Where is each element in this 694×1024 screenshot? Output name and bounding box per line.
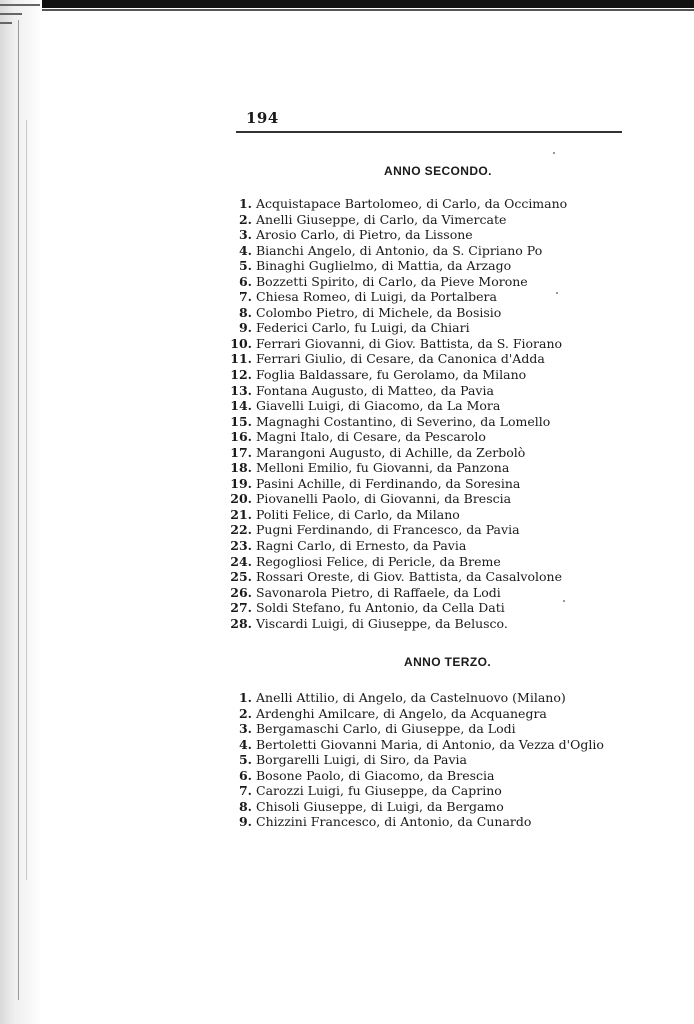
list-item bbox=[230, 460, 567, 476]
list-item-text: Federici Carlo, fu Luigi, da Chiari bbox=[256, 320, 470, 336]
list-item bbox=[230, 706, 604, 722]
list-item-text: Bianchi Angelo, di Antonio, da S. Cipriano Po bbox=[256, 242, 543, 258]
list-item bbox=[230, 445, 567, 461]
list-item-text: Anelli Attilio, di Angelo, da Castelnuovo (Milano) bbox=[256, 690, 566, 705]
list-item-text: Marangoni Augusto, di Achille, da Zerbolò bbox=[256, 444, 526, 460]
list-item bbox=[230, 690, 604, 706]
list-item-text: Bosone Paolo, di Giacomo, da Brescia bbox=[256, 767, 495, 783]
list-item-number: 1. bbox=[238, 196, 252, 211]
list-item-number: 2. bbox=[238, 705, 252, 721]
scan-top-border bbox=[0, 0, 694, 8]
list-item-text: Borgarelli Luigi, di Siro, da Pavia bbox=[256, 752, 467, 768]
list-item bbox=[230, 212, 567, 228]
list-item-number: 6. bbox=[238, 273, 252, 289]
list-item bbox=[230, 258, 567, 274]
list-item bbox=[230, 383, 567, 399]
list-item bbox=[230, 600, 567, 616]
list-item-text: Regogliosi Felice, di Pericle, da Breme bbox=[256, 553, 501, 569]
list-item-text: Piovanelli Paolo, di Giovanni, da Brescia bbox=[256, 491, 512, 507]
list-item-number: 5. bbox=[238, 258, 252, 274]
list-item-number: 9. bbox=[238, 320, 252, 336]
list-item bbox=[230, 752, 604, 768]
list-item-text: Politi Felice, di Carlo, da Milano bbox=[256, 506, 460, 522]
list-item bbox=[230, 274, 567, 290]
list-item-number: 25. bbox=[230, 569, 252, 585]
list-item-number: 4. bbox=[238, 736, 252, 752]
list-item-text: Magnaghi Costantino, di Severino, da Lomello bbox=[256, 413, 551, 429]
list-item bbox=[230, 491, 567, 507]
list-item-number: 21. bbox=[230, 506, 252, 522]
list-item-number: 9. bbox=[238, 814, 252, 830]
list-item-number: 12. bbox=[230, 367, 252, 383]
scan-top-border-thin bbox=[0, 9, 694, 11]
list-item-number: 15. bbox=[230, 413, 252, 429]
scan-speck bbox=[556, 292, 558, 294]
list-item-number: 8. bbox=[238, 798, 252, 814]
list-item bbox=[230, 616, 567, 632]
list-item-number: 8. bbox=[238, 304, 252, 320]
list-item-text: Acquistapace Bartolomeo, di Carlo, da Occimano bbox=[256, 196, 568, 211]
list-item bbox=[230, 320, 567, 336]
list-item bbox=[230, 243, 567, 259]
list-item bbox=[230, 783, 604, 799]
list-item-number: 14. bbox=[230, 398, 252, 414]
list-item bbox=[230, 476, 567, 492]
section-title-anno-terzo: ANNO TERZO. bbox=[404, 655, 492, 669]
list-item-text: Melloni Emilio, fu Giovanni, da Panzona bbox=[256, 460, 510, 476]
list-item bbox=[230, 398, 567, 414]
list-item-number: 13. bbox=[230, 382, 252, 398]
list-item-text: Bergamaschi Carlo, di Giuseppe, da Lodi bbox=[256, 721, 516, 737]
student-list-anno-terzo bbox=[230, 690, 604, 830]
list-item bbox=[230, 799, 604, 815]
list-item-text: Fontana Augusto, di Matteo, da Pavia bbox=[256, 382, 494, 398]
list-item bbox=[230, 227, 567, 243]
list-item-number: 22. bbox=[230, 522, 252, 538]
list-item-text: Colombo Pietro, di Michele, da Bosisio bbox=[256, 304, 502, 320]
page-binding-line bbox=[18, 20, 19, 1000]
list-item-text: Anelli Giuseppe, di Carlo, da Vimercate bbox=[256, 211, 507, 227]
list-item-text: Ferrari Giulio, di Cesare, da Canonica d'Adda bbox=[256, 351, 545, 367]
list-item bbox=[230, 414, 567, 430]
scan-speck bbox=[563, 600, 565, 602]
list-item-text: Viscardi Luigi, di Giuseppe, da Belusco. bbox=[256, 615, 508, 631]
list-item-number: 1. bbox=[238, 690, 252, 705]
list-item bbox=[230, 522, 567, 538]
list-item bbox=[230, 196, 567, 212]
list-item bbox=[230, 538, 567, 554]
binding-mark bbox=[0, 4, 40, 6]
list-item-number: 4. bbox=[238, 242, 252, 258]
list-item-text: Foglia Baldassare, fu Gerolamo, da Milano bbox=[256, 367, 527, 383]
list-item bbox=[230, 554, 567, 570]
list-item-number: 24. bbox=[230, 553, 252, 569]
list-item-number: 7. bbox=[238, 783, 252, 799]
list-item bbox=[230, 737, 604, 753]
list-item-text: Chizzini Francesco, di Antonio, da Cunardo bbox=[256, 814, 532, 830]
list-item-number: 6. bbox=[238, 767, 252, 783]
page-number: 194 bbox=[246, 109, 279, 127]
list-item-number: 20. bbox=[230, 491, 252, 507]
student-list-anno-secondo bbox=[230, 196, 567, 631]
list-item-text: Soldi Stefano, fu Antonio, da Cella Dati bbox=[256, 600, 505, 616]
list-item-text: Magni Italo, di Cesare, da Pescarolo bbox=[256, 429, 486, 445]
list-item-number: 26. bbox=[230, 584, 252, 600]
list-item-text: Chiesa Romeo, di Luigi, da Portalbera bbox=[256, 289, 497, 305]
list-item-number: 19. bbox=[230, 475, 252, 491]
binding-mark bbox=[0, 22, 12, 24]
list-item bbox=[230, 814, 604, 830]
list-item-number: 17. bbox=[230, 444, 252, 460]
list-item bbox=[230, 721, 604, 737]
header-rule bbox=[236, 131, 622, 133]
list-item-text: Ferrari Giovanni, di Giov. Battista, da S. Fiorano bbox=[256, 335, 563, 351]
list-item-number: 5. bbox=[238, 752, 252, 768]
list-item-number: 28. bbox=[230, 615, 252, 631]
list-item bbox=[230, 305, 567, 321]
list-item-number: 18. bbox=[230, 460, 252, 476]
list-item-text: Arosio Carlo, di Pietro, da Lissone bbox=[256, 227, 473, 243]
list-item-text: Giavelli Luigi, di Giacomo, da La Mora bbox=[256, 398, 501, 414]
list-item-text: Pasini Achille, di Ferdinando, da Soresina bbox=[256, 475, 521, 491]
section-title-anno-secondo: ANNO SECONDO. bbox=[384, 164, 492, 178]
list-item-number: 2. bbox=[238, 211, 252, 227]
list-item bbox=[230, 429, 567, 445]
list-item bbox=[230, 507, 567, 523]
list-item-number: 3. bbox=[238, 721, 252, 737]
list-item-text: Ardenghi Amilcare, di Angelo, da Acquanegra bbox=[256, 705, 547, 721]
list-item bbox=[230, 569, 567, 585]
list-item-number: 11. bbox=[230, 351, 252, 367]
scan-speck bbox=[553, 152, 555, 154]
list-item-text: Savonarola Pietro, di Raffaele, da Lodi bbox=[256, 584, 501, 600]
list-item bbox=[230, 768, 604, 784]
list-item-text: Bozzetti Spirito, di Carlo, da Pieve Morone bbox=[256, 273, 528, 289]
list-item-number: 16. bbox=[230, 429, 252, 445]
list-item-text: Chisoli Giuseppe, di Luigi, da Bergamo bbox=[256, 798, 504, 814]
binding-mark bbox=[0, 13, 22, 15]
page-binding-shadow bbox=[0, 0, 42, 1024]
list-item bbox=[230, 585, 567, 601]
list-item-text: Binaghi Guglielmo, di Mattia, da Arzago bbox=[256, 258, 512, 274]
list-item bbox=[230, 289, 567, 305]
list-item-text: Bertoletti Giovanni Maria, di Antonio, da Vezza d'Oglio bbox=[256, 736, 604, 752]
list-item-number: 27. bbox=[230, 600, 252, 616]
list-item-text: Pugni Ferdinando, di Francesco, da Pavia bbox=[256, 522, 520, 538]
list-item-number: 7. bbox=[238, 289, 252, 305]
list-item-text: Rossari Oreste, di Giov. Battista, da Casalvolone bbox=[256, 569, 562, 585]
list-item bbox=[230, 367, 567, 383]
list-item-number: 3. bbox=[238, 227, 252, 243]
list-item-number: 23. bbox=[230, 538, 252, 554]
page-binding-line-secondary bbox=[26, 120, 27, 880]
list-item-text: Carozzi Luigi, fu Giuseppe, da Caprino bbox=[256, 783, 502, 799]
list-item-text: Ragni Carlo, di Ernesto, da Pavia bbox=[256, 538, 467, 554]
list-item-number: 10. bbox=[230, 335, 252, 351]
list-item bbox=[230, 351, 567, 367]
list-item bbox=[230, 336, 567, 352]
